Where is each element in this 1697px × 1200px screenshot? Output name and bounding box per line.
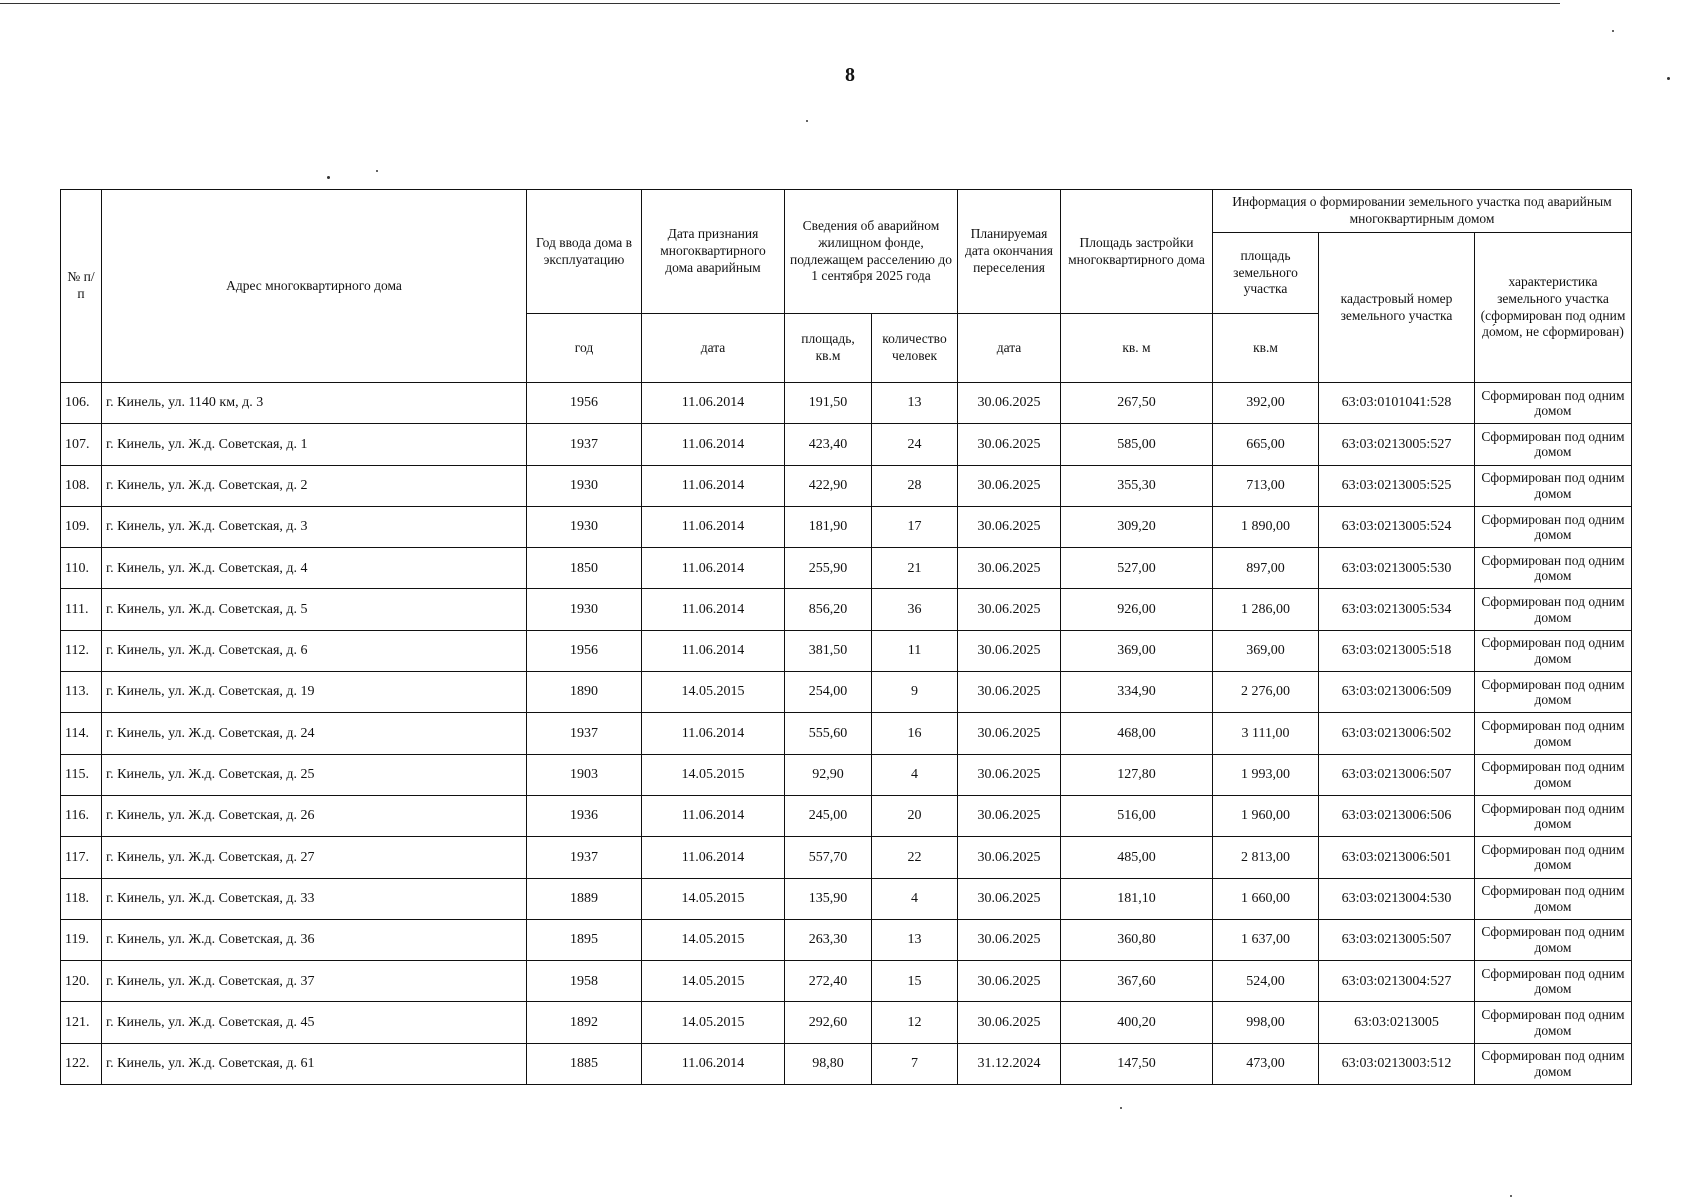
planned-date-cell: 30.06.2025 xyxy=(958,795,1061,836)
land-status-cell: Сформирован под одним домом xyxy=(1475,424,1632,465)
people-count-cell: 20 xyxy=(872,795,958,836)
header-year: Год ввода дома в эксплуатацию xyxy=(527,190,642,314)
people-count-cell: 4 xyxy=(872,878,958,919)
land-area-cell: 1 890,00 xyxy=(1213,506,1319,547)
table-row xyxy=(61,961,1632,1002)
planned-date-cell: 30.06.2025 xyxy=(958,837,1061,878)
land-area-cell: 3 111,00 xyxy=(1213,713,1319,754)
address-cell: г. Кинель, ул. Ж.д. Советская, д. 25 xyxy=(102,754,527,795)
building-area-cell: 585,00 xyxy=(1061,424,1213,465)
year-cell: 1930 xyxy=(527,506,642,547)
table-row xyxy=(61,383,1632,424)
declared-date-cell: 11.06.2014 xyxy=(642,795,785,836)
row-number: 120. xyxy=(61,961,102,1002)
declared-date-cell: 11.06.2014 xyxy=(642,837,785,878)
land-area-cell: 998,00 xyxy=(1213,1002,1319,1043)
fund-area-cell: 135,90 xyxy=(785,878,872,919)
address-cell: г. Кинель, ул. Ж.д. Советская, д. 37 xyxy=(102,961,527,1002)
land-status-cell: Сформирован под одним домом xyxy=(1475,878,1632,919)
year-cell: 1903 xyxy=(527,754,642,795)
year-cell: 1890 xyxy=(527,672,642,713)
planned-date-cell: 30.06.2025 xyxy=(958,465,1061,506)
declared-date-cell: 14.05.2015 xyxy=(642,754,785,795)
table-body xyxy=(61,383,1632,1085)
land-status-cell: Сформирован под одним домом xyxy=(1475,506,1632,547)
planned-date-cell: 30.06.2025 xyxy=(958,713,1061,754)
address-cell: г. Кинель, ул. Ж.д. Советская, д. 6 xyxy=(102,630,527,671)
people-count-cell: 13 xyxy=(872,919,958,960)
cadastral-number-cell: 63:03:0213005:527 xyxy=(1319,424,1475,465)
cadastral-number-cell: 63:03:0213005 xyxy=(1319,1002,1475,1043)
cadastral-number-cell: 63:03:0213005:507 xyxy=(1319,919,1475,960)
land-area-cell: 1 286,00 xyxy=(1213,589,1319,630)
declared-date-cell: 14.05.2015 xyxy=(642,961,785,1002)
row-number: 116. xyxy=(61,795,102,836)
planned-date-cell: 30.06.2025 xyxy=(958,1002,1061,1043)
land-status-cell: Сформирован под одним домом xyxy=(1475,548,1632,589)
people-count-cell: 9 xyxy=(872,672,958,713)
building-area-cell: 267,50 xyxy=(1061,383,1213,424)
address-cell: г. Кинель, ул. Ж.д. Советская, д. 1 xyxy=(102,424,527,465)
table-header xyxy=(61,190,1632,383)
scan-speck xyxy=(1667,77,1670,80)
land-area-cell: 1 960,00 xyxy=(1213,795,1319,836)
cadastral-number-cell: 63:03:0213003:512 xyxy=(1319,1043,1475,1084)
declared-date-cell: 11.06.2014 xyxy=(642,630,785,671)
row-number: 112. xyxy=(61,630,102,671)
fund-area-cell: 191,50 xyxy=(785,383,872,424)
building-area-cell: 369,00 xyxy=(1061,630,1213,671)
cadastral-number-cell: 63:03:0213006:502 xyxy=(1319,713,1475,754)
table-row xyxy=(61,548,1632,589)
land-status-cell: Сформирован под одним домом xyxy=(1475,795,1632,836)
cadastral-number-cell: 63:03:0213006:501 xyxy=(1319,837,1475,878)
building-area-cell: 400,20 xyxy=(1061,1002,1213,1043)
declared-date-cell: 11.06.2014 xyxy=(642,506,785,547)
people-count-cell: 28 xyxy=(872,465,958,506)
building-area-cell: 468,00 xyxy=(1061,713,1213,754)
row-number: 122. xyxy=(61,1043,102,1084)
cadastral-number-cell: 63:03:0213006:509 xyxy=(1319,672,1475,713)
building-area-cell: 334,90 xyxy=(1061,672,1213,713)
building-area-cell: 181,10 xyxy=(1061,878,1213,919)
year-cell: 1937 xyxy=(527,424,642,465)
row-number: 119. xyxy=(61,919,102,960)
unit-sq-m-land: кв.м xyxy=(1213,314,1319,383)
people-count-cell: 15 xyxy=(872,961,958,1002)
cadastral-number-cell: 63:03:0101041:528 xyxy=(1319,383,1475,424)
people-count-cell: 17 xyxy=(872,506,958,547)
table-row xyxy=(61,878,1632,919)
table-row xyxy=(61,837,1632,878)
declared-date-cell: 11.06.2014 xyxy=(642,424,785,465)
fund-area-cell: 245,00 xyxy=(785,795,872,836)
unit-area: площадь, кв.м xyxy=(785,314,872,383)
row-number: 117. xyxy=(61,837,102,878)
address-cell: г. Кинель, ул. 1140 км, д. 3 xyxy=(102,383,527,424)
scan-speck xyxy=(806,120,808,122)
land-area-cell: 369,00 xyxy=(1213,630,1319,671)
land-area-cell: 713,00 xyxy=(1213,465,1319,506)
building-area-cell: 309,20 xyxy=(1061,506,1213,547)
land-area-cell: 1 993,00 xyxy=(1213,754,1319,795)
land-area-cell: 473,00 xyxy=(1213,1043,1319,1084)
land-area-cell: 1 660,00 xyxy=(1213,878,1319,919)
header-land-area: площадь земельного участка xyxy=(1213,233,1319,314)
land-status-cell: Сформирован под одним домом xyxy=(1475,961,1632,1002)
declared-date-cell: 14.05.2015 xyxy=(642,672,785,713)
row-number: 108. xyxy=(61,465,102,506)
building-area-cell: 926,00 xyxy=(1061,589,1213,630)
unit-date: дата xyxy=(642,314,785,383)
table-row xyxy=(61,630,1632,671)
year-cell: 1930 xyxy=(527,465,642,506)
planned-date-cell: 30.06.2025 xyxy=(958,548,1061,589)
land-status-cell: Сформирован под одним домом xyxy=(1475,837,1632,878)
table-row xyxy=(61,795,1632,836)
fund-area-cell: 272,40 xyxy=(785,961,872,1002)
year-cell: 1956 xyxy=(527,383,642,424)
year-cell: 1885 xyxy=(527,1043,642,1084)
land-status-cell: Сформирован под одним домом xyxy=(1475,919,1632,960)
row-number: 114. xyxy=(61,713,102,754)
unit-planned-date: дата xyxy=(958,314,1061,383)
scan-speck xyxy=(1510,1195,1512,1197)
address-cell: г. Кинель, ул. Ж.д. Советская, д. 4 xyxy=(102,548,527,589)
row-number: 110. xyxy=(61,548,102,589)
fund-area-cell: 422,90 xyxy=(785,465,872,506)
unit-year: год xyxy=(527,314,642,383)
year-cell: 1936 xyxy=(527,795,642,836)
planned-date-cell: 30.06.2025 xyxy=(958,878,1061,919)
address-cell: г. Кинель, ул. Ж.д. Советская, д. 61 xyxy=(102,1043,527,1084)
land-area-cell: 1 637,00 xyxy=(1213,919,1319,960)
table-row xyxy=(61,589,1632,630)
table-row xyxy=(61,506,1632,547)
table-row xyxy=(61,424,1632,465)
building-area-cell: 367,60 xyxy=(1061,961,1213,1002)
planned-date-cell: 30.06.2025 xyxy=(958,383,1061,424)
row-number: 113. xyxy=(61,672,102,713)
land-area-cell: 2 813,00 xyxy=(1213,837,1319,878)
people-count-cell: 7 xyxy=(872,1043,958,1084)
fund-area-cell: 292,60 xyxy=(785,1002,872,1043)
fund-area-cell: 92,90 xyxy=(785,754,872,795)
unit-sq-m: кв. м xyxy=(1061,314,1213,383)
row-number: 106. xyxy=(61,383,102,424)
header-num: № п/п xyxy=(61,190,102,383)
fund-area-cell: 555,60 xyxy=(785,713,872,754)
declared-date-cell: 14.05.2015 xyxy=(642,1002,785,1043)
land-status-cell: Сформирован под одним домом xyxy=(1475,1002,1632,1043)
address-cell: г. Кинель, ул. Ж.д. Советская, д. 3 xyxy=(102,506,527,547)
address-cell: г. Кинель, ул. Ж.д. Советская, д. 19 xyxy=(102,672,527,713)
planned-date-cell: 30.06.2025 xyxy=(958,754,1061,795)
table-row xyxy=(61,465,1632,506)
declared-date-cell: 11.06.2014 xyxy=(642,589,785,630)
cadastral-number-cell: 63:03:0213005:530 xyxy=(1319,548,1475,589)
cadastral-number-cell: 63:03:0213005:534 xyxy=(1319,589,1475,630)
header-land-info: Информация о формировании земельного участка под аварийным многоквартирным домом xyxy=(1213,190,1632,233)
table-row xyxy=(61,672,1632,713)
land-status-cell: Сформирован под одним домом xyxy=(1475,630,1632,671)
fund-area-cell: 98,80 xyxy=(785,1043,872,1084)
row-number: 111. xyxy=(61,589,102,630)
fund-area-cell: 255,90 xyxy=(785,548,872,589)
address-cell: г. Кинель, ул. Ж.д. Советская, д. 27 xyxy=(102,837,527,878)
header-planned-date: Планируемая дата окончания переселения xyxy=(958,190,1061,314)
address-cell: г. Кинель, ул. Ж.д. Советская, д. 5 xyxy=(102,589,527,630)
planned-date-cell: 30.06.2025 xyxy=(958,424,1061,465)
land-status-cell: Сформирован под одним домом xyxy=(1475,672,1632,713)
cadastral-number-cell: 63:03:0213005:525 xyxy=(1319,465,1475,506)
fund-area-cell: 263,30 xyxy=(785,919,872,960)
people-count-cell: 24 xyxy=(872,424,958,465)
land-status-cell: Сформирован под одним домом xyxy=(1475,754,1632,795)
fund-area-cell: 381,50 xyxy=(785,630,872,671)
header-cadastral: кадастровый номер земельного участка xyxy=(1319,233,1475,383)
scan-speck xyxy=(1120,1107,1122,1109)
row-number: 121. xyxy=(61,1002,102,1043)
land-status-cell: Сформирован под одним домом xyxy=(1475,589,1632,630)
row-number: 107. xyxy=(61,424,102,465)
table-row xyxy=(61,919,1632,960)
planned-date-cell: 30.06.2025 xyxy=(958,589,1061,630)
cadastral-number-cell: 63:03:0213004:530 xyxy=(1319,878,1475,919)
unit-people: количество человек xyxy=(872,314,958,383)
header-address: Адрес многоквартирного дома xyxy=(102,190,527,383)
top-rule xyxy=(0,3,1560,4)
land-area-cell: 392,00 xyxy=(1213,383,1319,424)
fund-area-cell: 181,90 xyxy=(785,506,872,547)
year-cell: 1850 xyxy=(527,548,642,589)
planned-date-cell: 31.12.2024 xyxy=(958,1043,1061,1084)
declared-date-cell: 11.06.2014 xyxy=(642,383,785,424)
year-cell: 1958 xyxy=(527,961,642,1002)
declared-date-cell: 11.06.2014 xyxy=(642,465,785,506)
header-declared: Дата признания многоквартирного дома аварийным xyxy=(642,190,785,314)
row-number: 109. xyxy=(61,506,102,547)
header-building-area: Площадь застройки многоквартирного дома xyxy=(1061,190,1213,314)
header-land-char: характеристика земельного участка (сформирован под одним до́мом, не сформирован) xyxy=(1475,233,1632,383)
land-area-cell: 665,00 xyxy=(1213,424,1319,465)
people-count-cell: 12 xyxy=(872,1002,958,1043)
scan-speck xyxy=(376,170,378,172)
land-area-cell: 897,00 xyxy=(1213,548,1319,589)
year-cell: 1956 xyxy=(527,630,642,671)
cadastral-number-cell: 63:03:0213006:507 xyxy=(1319,754,1475,795)
year-cell: 1937 xyxy=(527,713,642,754)
address-cell: г. Кинель, ул. Ж.д. Советская, д. 45 xyxy=(102,1002,527,1043)
year-cell: 1930 xyxy=(527,589,642,630)
fund-area-cell: 423,40 xyxy=(785,424,872,465)
fund-area-cell: 254,00 xyxy=(785,672,872,713)
planned-date-cell: 30.06.2025 xyxy=(958,961,1061,1002)
people-count-cell: 4 xyxy=(872,754,958,795)
year-cell: 1889 xyxy=(527,878,642,919)
header-fund-info: Сведения об аварийном жилищном фонде, подлежащем расселению до 1 сентября 2025 года xyxy=(785,190,958,314)
page-number: 8 xyxy=(845,64,855,86)
building-area-cell: 516,00 xyxy=(1061,795,1213,836)
planned-date-cell: 30.06.2025 xyxy=(958,630,1061,671)
people-count-cell: 16 xyxy=(872,713,958,754)
address-cell: г. Кинель, ул. Ж.д. Советская, д. 24 xyxy=(102,713,527,754)
table-row xyxy=(61,1043,1632,1084)
fund-area-cell: 557,70 xyxy=(785,837,872,878)
land-area-cell: 524,00 xyxy=(1213,961,1319,1002)
year-cell: 1892 xyxy=(527,1002,642,1043)
row-number: 118. xyxy=(61,878,102,919)
emergency-housing-table xyxy=(60,189,1632,1085)
year-cell: 1937 xyxy=(527,837,642,878)
cadastral-number-cell: 63:03:0213005:518 xyxy=(1319,630,1475,671)
cadastral-number-cell: 63:03:0213006:506 xyxy=(1319,795,1475,836)
building-area-cell: 485,00 xyxy=(1061,837,1213,878)
declared-date-cell: 14.05.2015 xyxy=(642,878,785,919)
land-status-cell: Сформирован под одним домом xyxy=(1475,383,1632,424)
fund-area-cell: 856,20 xyxy=(785,589,872,630)
people-count-cell: 36 xyxy=(872,589,958,630)
declared-date-cell: 11.06.2014 xyxy=(642,1043,785,1084)
scan-speck xyxy=(327,176,330,179)
building-area-cell: 355,30 xyxy=(1061,465,1213,506)
building-area-cell: 147,50 xyxy=(1061,1043,1213,1084)
declared-date-cell: 14.05.2015 xyxy=(642,919,785,960)
row-number: 115. xyxy=(61,754,102,795)
year-cell: 1895 xyxy=(527,919,642,960)
address-cell: г. Кинель, ул. Ж.д. Советская, д. 36 xyxy=(102,919,527,960)
declared-date-cell: 11.06.2014 xyxy=(642,713,785,754)
scan-speck xyxy=(1612,30,1614,32)
planned-date-cell: 30.06.2025 xyxy=(958,672,1061,713)
people-count-cell: 22 xyxy=(872,837,958,878)
people-count-cell: 13 xyxy=(872,383,958,424)
building-area-cell: 360,80 xyxy=(1061,919,1213,960)
people-count-cell: 11 xyxy=(872,630,958,671)
people-count-cell: 21 xyxy=(872,548,958,589)
cadastral-number-cell: 63:03:0213005:524 xyxy=(1319,506,1475,547)
land-status-cell: Сформирован под одним домом xyxy=(1475,1043,1632,1084)
table-row xyxy=(61,754,1632,795)
table-row xyxy=(61,1002,1632,1043)
land-status-cell: Сформирован под одним домом xyxy=(1475,713,1632,754)
declared-date-cell: 11.06.2014 xyxy=(642,548,785,589)
building-area-cell: 527,00 xyxy=(1061,548,1213,589)
cadastral-number-cell: 63:03:0213004:527 xyxy=(1319,961,1475,1002)
land-status-cell: Сформирован под одним домом xyxy=(1475,465,1632,506)
address-cell: г. Кинель, ул. Ж.д. Советская, д. 33 xyxy=(102,878,527,919)
planned-date-cell: 30.06.2025 xyxy=(958,506,1061,547)
table-row xyxy=(61,713,1632,754)
address-cell: г. Кинель, ул. Ж.д. Советская, д. 2 xyxy=(102,465,527,506)
land-area-cell: 2 276,00 xyxy=(1213,672,1319,713)
planned-date-cell: 30.06.2025 xyxy=(958,919,1061,960)
address-cell: г. Кинель, ул. Ж.д. Советская, д. 26 xyxy=(102,795,527,836)
building-area-cell: 127,80 xyxy=(1061,754,1213,795)
